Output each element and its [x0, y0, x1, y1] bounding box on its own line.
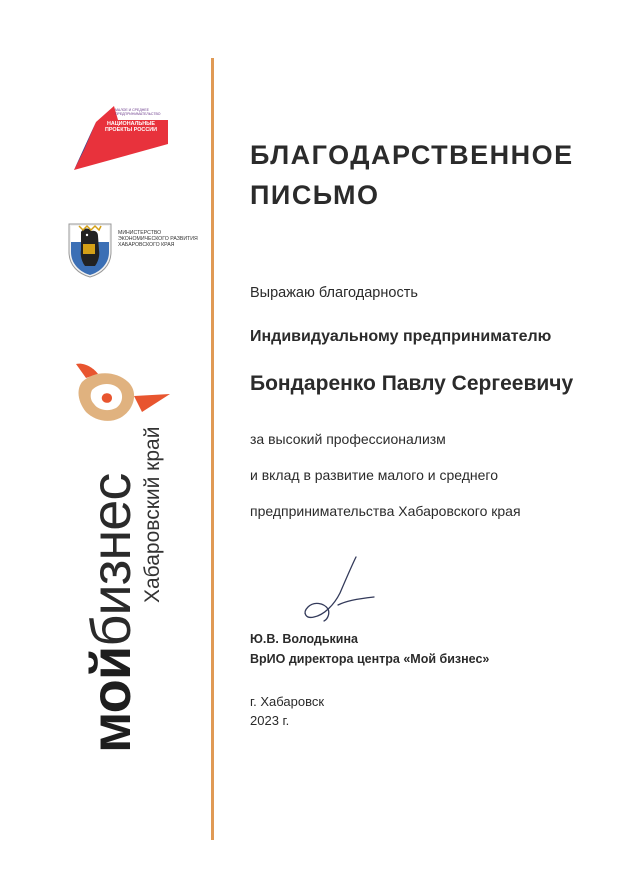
reason-line: за высокий профессионализм — [250, 431, 446, 447]
reason-line: и вклад в развитие малого и среднего — [250, 467, 499, 483]
np-big-text: НАЦИОНАЛЬНЫЕ ПРОЕКТЫ РОССИИ — [105, 121, 157, 133]
recipient-role: Индивидуальному предпринимателю — [250, 328, 552, 345]
brand-biznes: бизнес — [79, 473, 142, 647]
city: г. Хабаровск — [250, 694, 325, 709]
brand-region: Хабаровский край — [141, 426, 164, 603]
np-small-text: МАЛОЕ И СРЕДНЕЕ ПРЕДПРИНИМАТЕЛЬСТВО — [115, 108, 161, 116]
vertical-divider — [211, 58, 214, 840]
recipient-name: Бондаренко Павлу Сергеевичу — [250, 372, 574, 395]
year: 2023 г. — [250, 713, 290, 728]
moi-biznes-logo-mark — [64, 360, 174, 435]
signer-name: Ю.В. Володькина — [250, 632, 358, 646]
reason-line: предпринимательства Хабаровского края — [250, 503, 521, 519]
ministry-name: МИНИСТЕРСТВО ЭКОНОМИЧЕСКОГО РАЗВИТИЯ ХАБАРОВСКОГО КРАЯ — [118, 230, 198, 248]
khabarovsk-coat-of-arms-icon — [65, 222, 115, 278]
letter-title: БЛАГОДАРСТВЕННОЕ ПИСЬМО — [250, 140, 574, 210]
signer-title: ВрИО директора центра «Мой бизнес» — [250, 652, 490, 666]
brand-moi: мой — [79, 646, 142, 753]
greeting: Выражаю благодарность — [250, 285, 418, 301]
national-projects-logo — [74, 106, 168, 172]
handwritten-signature — [294, 553, 384, 633]
brand-title — [79, 473, 142, 753]
